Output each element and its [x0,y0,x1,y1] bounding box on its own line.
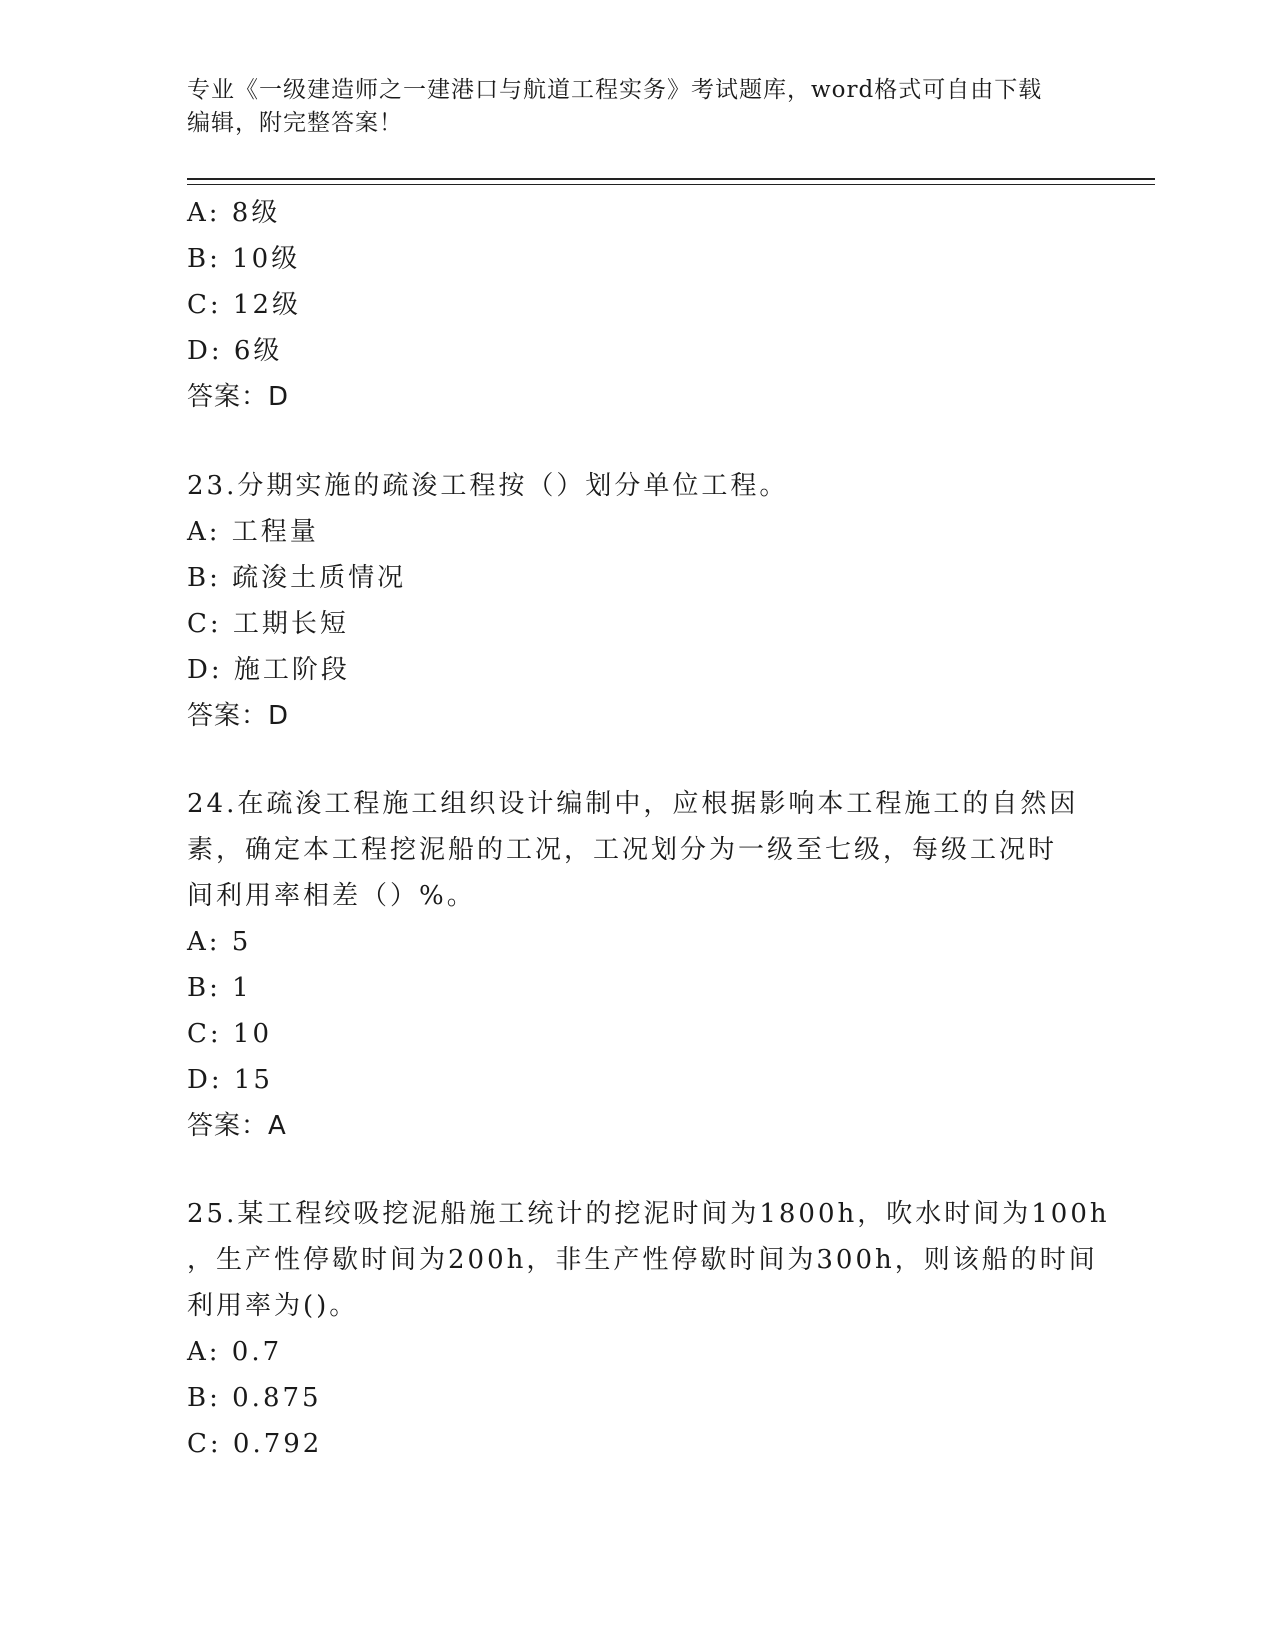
answer-text: 答案：A [187,1111,287,1141]
option-a: A: 0.7 [187,1337,283,1367]
question-stem-line: 间利用率相差（）%。 [187,881,476,911]
answer-text: 答案：D [187,701,290,731]
question-23 [187,464,1087,739]
option-c: C: 工期长短 [187,609,349,639]
option-b: B: 1 [187,973,252,1003]
question-22 [187,190,1087,420]
header-divider-thick [187,178,1155,180]
option-c: C: 0.792 [187,1429,323,1459]
option-a: A: 8级 [187,198,281,228]
option-b: B: 10级 [187,244,301,274]
option-c: C: 12级 [187,290,302,320]
option-d: D: 15 [187,1065,273,1095]
option-d: D: 施工阶段 [187,655,350,685]
question-25 [187,1191,1110,1467]
question-stem-line: 25.某工程绞吸挖泥船施工统计的挖泥时间为1800h，吹水时间为100h [187,1199,1110,1229]
option-a: A: 工程量 [187,517,319,547]
question-stem-line: 24.在疏浚工程施工组织设计编制中，应根据影响本工程施工的自然因 [187,789,1079,819]
option-b: B: 疏浚土质情况 [187,563,407,593]
header-line-1: 专业《一级建造师之一建港口与航道工程实务》考试题库，word格式可自由下载 [187,77,1043,103]
header-divider-thin [187,184,1155,185]
question-stem-line: 素，确定本工程挖泥船的工况，工况划分为一级至七级，每级工况时 [187,835,1058,865]
document-header [187,74,1087,140]
option-b: B: 0.875 [187,1383,322,1413]
option-a: A: 5 [187,927,252,957]
question-stem [187,781,1087,919]
header-line-2: 编辑，附完整答案！ [187,110,403,136]
question-list [187,190,1110,1467]
question-stem-line: ，生产性停歇时间为200h，非生产性停歇时间为300h，则该船的时间 [187,1245,1098,1275]
answer-text: 答案：D [187,382,290,412]
option-d: D: 6级 [187,336,283,366]
question-stem [187,1191,1110,1329]
question-24 [187,781,1087,1149]
question-stem: 23.分期实施的疏浚工程按（）划分单位工程。 [187,471,789,501]
question-stem-line: 利用率为()。 [187,1291,359,1321]
option-c: C: 10 [187,1019,273,1049]
